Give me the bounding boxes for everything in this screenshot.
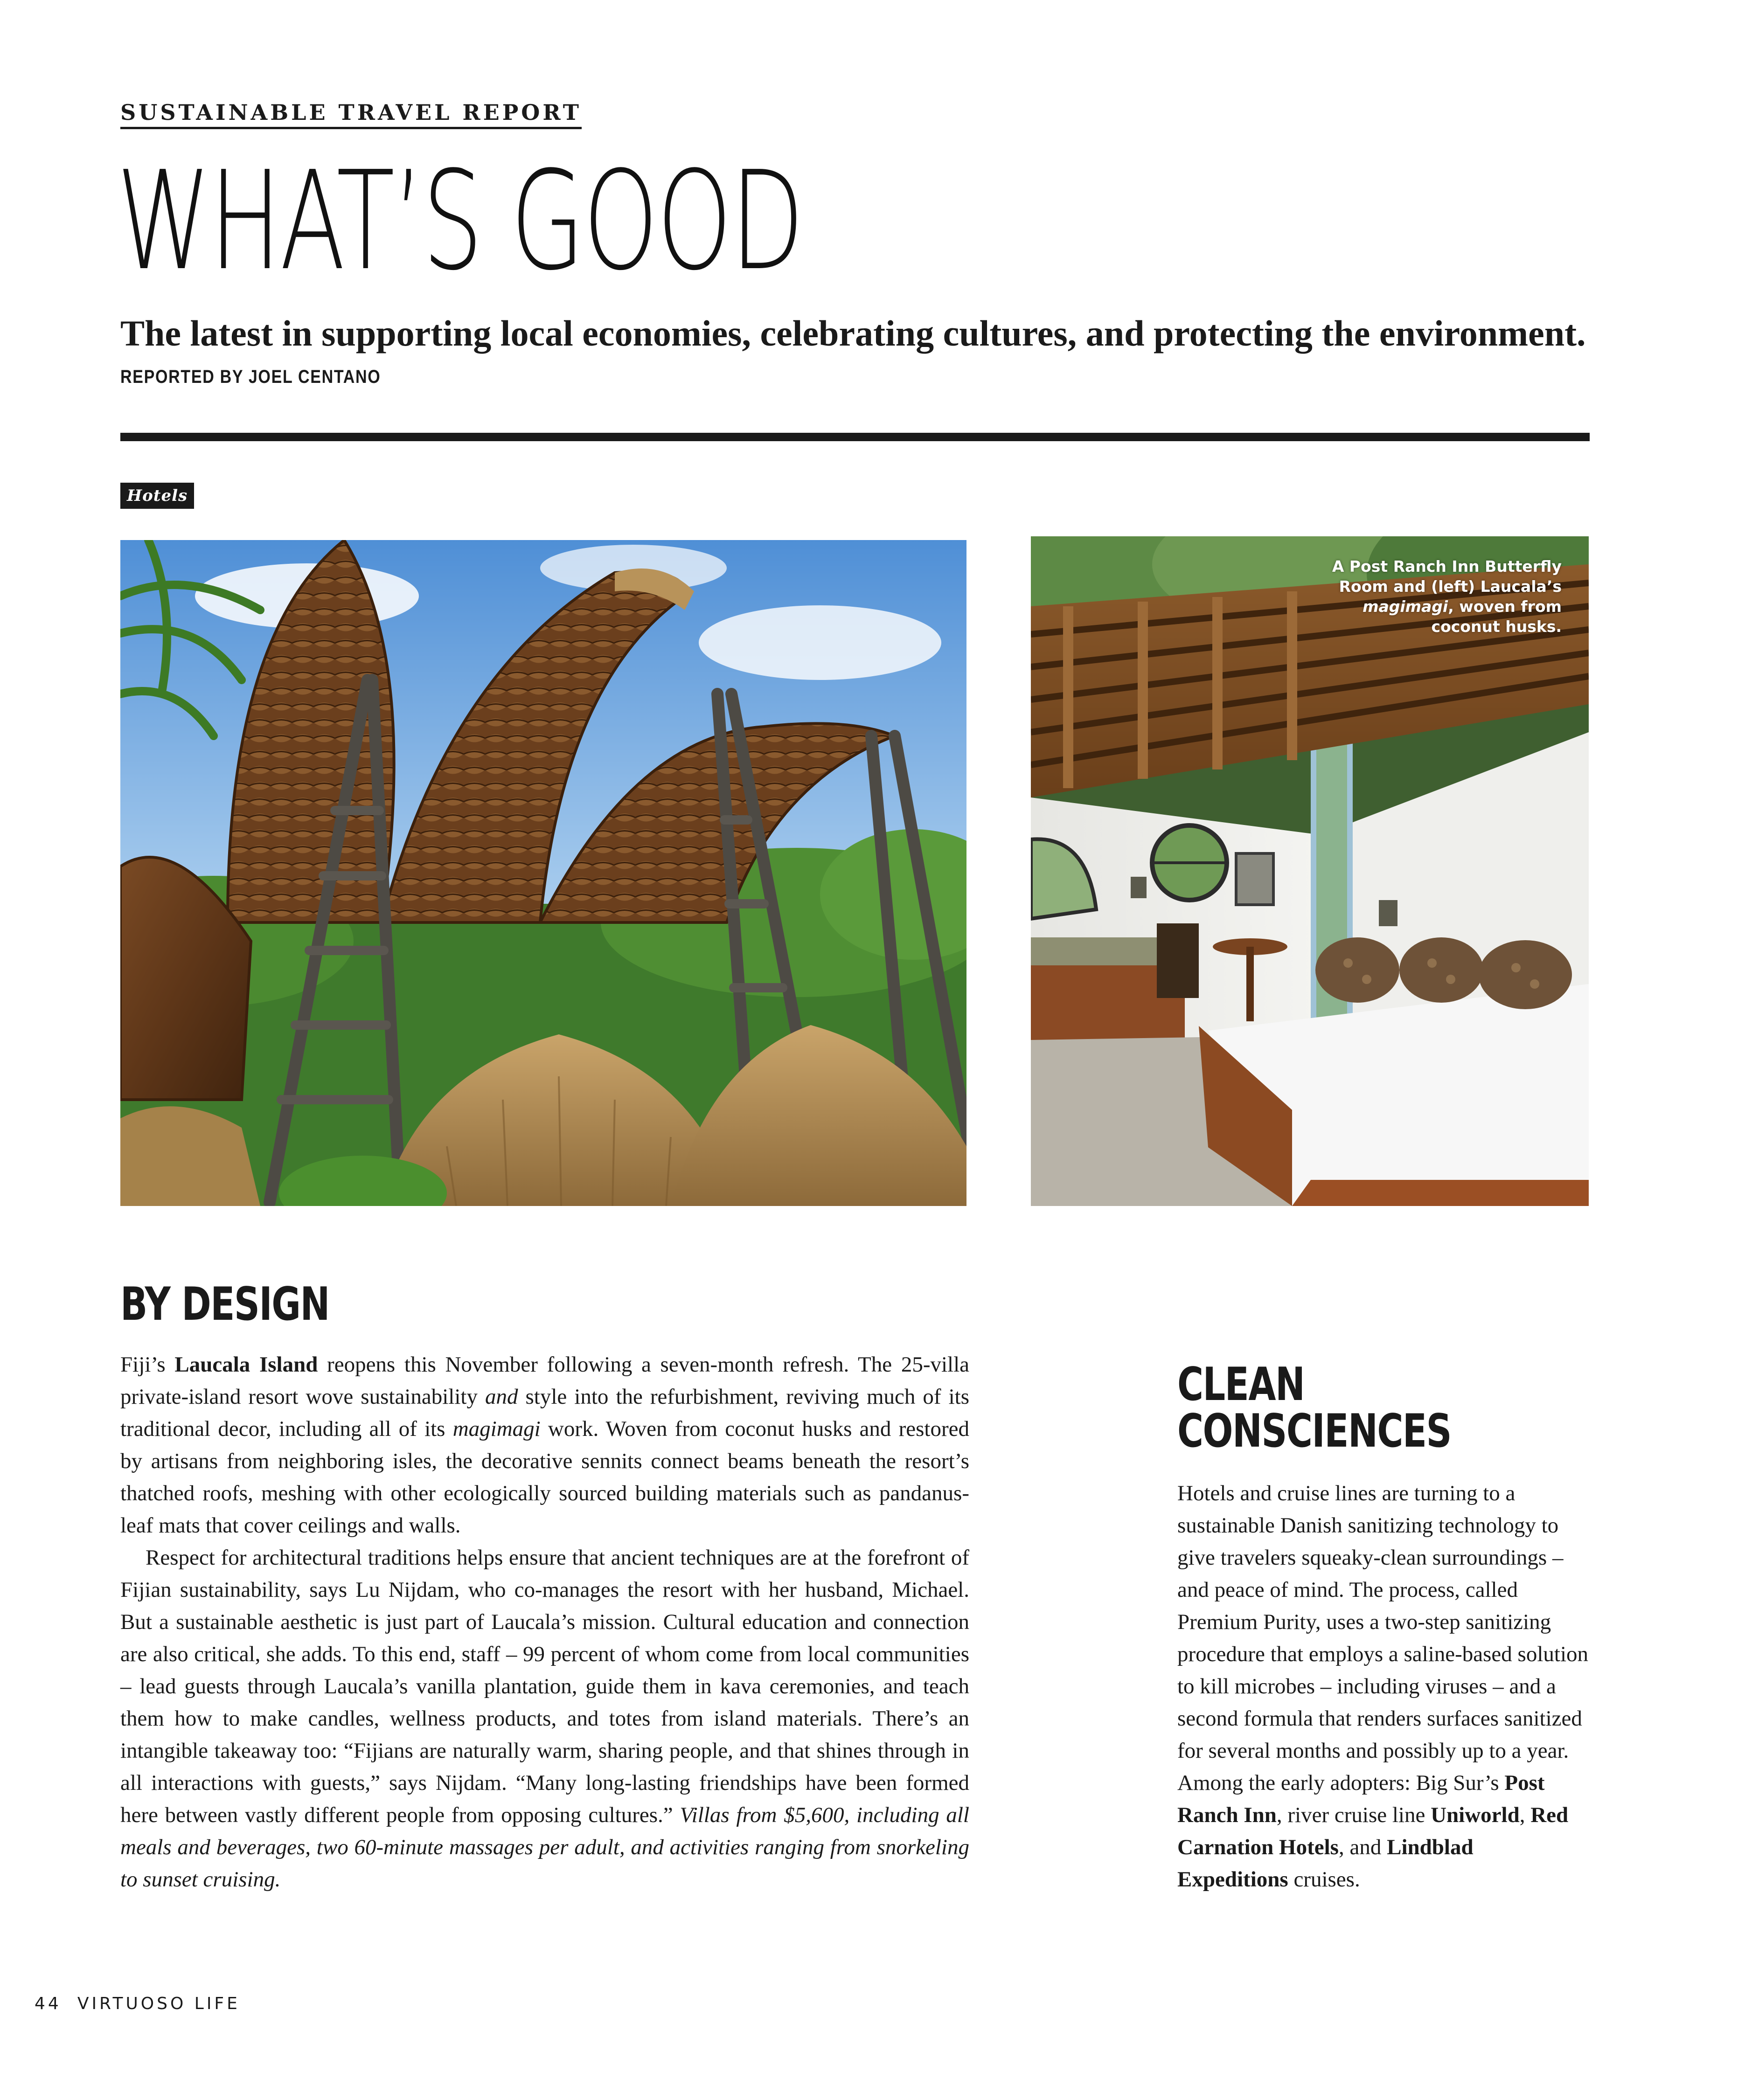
- caption-line-2: Room and (left) Laucala’s: [1339, 577, 1562, 596]
- clean-title-line-2: CONSCIENCES: [1177, 1404, 1452, 1458]
- header-divider: [120, 433, 1590, 441]
- page-folio: [35, 1994, 240, 2013]
- clean-paragraph: [1177, 1477, 1589, 1896]
- villa-pricing-note: Villas from $5,600, including all meals and beverages, two 60-minute massages per adult, and activities ranging from snorkeling to sunset cruising.: [120, 1803, 969, 1892]
- caption-line-4: coconut husks.: [1431, 617, 1562, 636]
- text-run-italic: magimagi: [452, 1417, 541, 1441]
- text-run: reopens this November following a seven-month refresh. The 25-villa private-island resort wove sustainability: [120, 1352, 969, 1409]
- by-design-paragraph-1: [120, 1349, 969, 1542]
- post-ranch-inn-name: Post Ranch Inn: [1177, 1771, 1545, 1827]
- clean-consciences-body: [1177, 1477, 1589, 1896]
- page-headline: WHAT’S GOOD: [117, 142, 803, 300]
- laucala-island-name: Laucala Island: [174, 1352, 318, 1377]
- by-design-title: BY DESIGN: [120, 1278, 329, 1331]
- byline: REPORTED BY JOEL CENTANO: [120, 367, 381, 387]
- text-run-italic: and: [485, 1385, 518, 1409]
- text-run: Respect for architectural traditions helps ensure that ancient techniques are at the forefront of Fijian sustainability, says Lu Nijdam, who co-manages the resort with her husband, Michael. But a sustainable aesthetic is just part of Laucala’s mission. Cultural education and connection are also critical, she adds. To this end, staff – 99 percent of whom come from local communities – lead guests through Laucala’s vanilla plantation, guide them in kava ceremonies, and teach them how to make candles, wellness products, and totes from island materials. There’s an intangible takeaway too: “Fijians are naturally warm, sharing people, and that shines through in all interactions with guests,” says Nijdam. “Many long-lasting friendships have been formed here between vastly different people from opposing cultures.”: [120, 1546, 969, 1827]
- lindblad-expeditions-name: Lindblad Expeditions: [1177, 1835, 1474, 1892]
- text-run: ,: [1519, 1803, 1531, 1827]
- clean-consciences-title: [1177, 1358, 1452, 1458]
- red-carnation-hotels-name: Red Carnation Hotels: [1177, 1803, 1569, 1859]
- deck-subtitle: The latest in supporting local economies, celebrating cultures, and protecting the environment.: [120, 313, 1586, 353]
- caption-line-3-italic: magimagi: [1363, 597, 1448, 616]
- hotel-room-photo: [1031, 536, 1589, 1206]
- publication-name: VIRTUOSO LIFE: [77, 1994, 240, 2013]
- section-kicker: SUSTAINABLE TRAVEL REPORT: [120, 100, 582, 129]
- page-number: 44: [35, 1994, 62, 2013]
- text-run: , river cruise line: [1276, 1803, 1431, 1827]
- woven-magimagi-photo: [120, 540, 966, 1206]
- photo-caption: [1272, 557, 1562, 637]
- text-run: Fiji’s: [120, 1352, 175, 1377]
- caption-line-1: A Post Ranch Inn Butterfly: [1332, 557, 1562, 575]
- text-run: work. Woven from coconut husks and restored by artisans from neighboring isles, the decorative sennits connect beams beneath the resort’s thatched roofs, meshing with other ecologically sourced building materials such as pandanus-leaf mats that cover ceilings and walls.: [120, 1417, 969, 1538]
- clean-title-line-1: CLEAN: [1177, 1358, 1305, 1411]
- section-tag: Hotels: [120, 483, 194, 509]
- caption-line-3-rest: , woven from: [1448, 597, 1562, 616]
- text-run: style into the refurbishment, reviving much of its traditional decor, including all of its: [120, 1385, 969, 1441]
- text-run: Hotels and cruise lines are turning to a sustainable Danish sanitizing technology to give travelers squeaky-clean surroundings – and peace of mind. The process, called Premium Purity, uses a two-step sanitizing procedure that employs a saline-based solution to kill microbes – including viruses – and a second formula that renders surfaces sanitized for several months and possibly up to a year. Among the early adopters: Big Sur’s: [1177, 1481, 1588, 1795]
- by-design-paragraph-2: [120, 1542, 969, 1896]
- text-run: , and: [1338, 1835, 1387, 1859]
- by-design-body: [120, 1349, 969, 1896]
- text-run: cruises.: [1288, 1867, 1360, 1892]
- uniworld-name: Uniworld: [1431, 1803, 1520, 1827]
